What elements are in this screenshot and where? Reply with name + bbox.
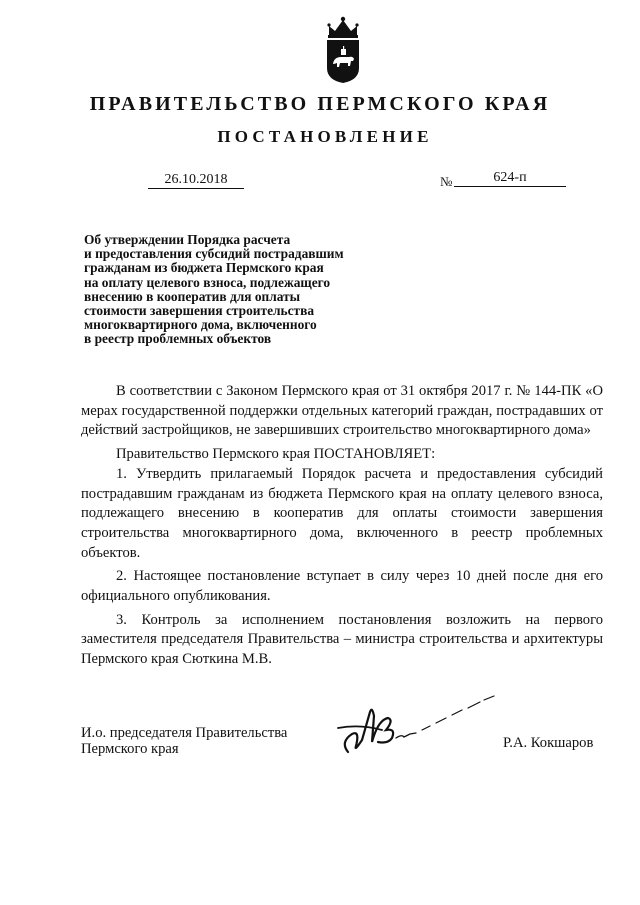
decree-paragraph: Правительство Пермского края ПОСТАНОВЛЯЕТ:: [116, 446, 436, 463]
document-date: 26.10.2018: [148, 172, 244, 189]
subject-line: в реестр проблемных объектов: [84, 331, 272, 347]
document-subject: [84, 233, 424, 347]
document-number: 624-п: [454, 170, 566, 187]
subject-line: многоквартирного дома, включенного: [84, 317, 317, 333]
document-body: [81, 382, 603, 670]
subject-line: стоимости завершения строительства: [84, 303, 315, 319]
subject-line: и предоставления субсидий пострадавшим: [84, 246, 344, 262]
item-paragraph: 2. Настоящее постановление вступает в силу через 10 дней после дня его официального опубликования.: [81, 568, 603, 605]
subject-line: гражданам из бюджета Пермского края: [84, 260, 324, 276]
government-title: ПРАВИТЕЛЬСТВО ПЕРМСКОГО КРАЯ: [89, 93, 551, 115]
subject-line: внесению в кооператив для оплаты: [84, 288, 301, 304]
perm-krai-coat-of-arms-icon: [320, 14, 366, 84]
signatory-name: Р.А. Кокшаров: [503, 735, 594, 751]
signatory-position: [81, 725, 341, 757]
subject-line: на оплату целевого взноса, подлежащего: [84, 274, 331, 290]
preamble-paragraph: В соответствии с Законом Пермского края от 31 октября 2017 г. № 144-ПК «О мерах государственной поддержки отдельных категорий граждан, пострадавших от действий застройщиков, не завершивших строительство многоквартирного дома»: [81, 383, 603, 439]
handwritten-signature-icon: [330, 690, 500, 760]
document-type: ПОСТАНОВЛЕНИЕ: [217, 127, 433, 146]
signatory-position-line: И.о. председателя Правительства: [81, 725, 288, 741]
subject-line: Об утверждении Порядка расчета: [84, 232, 291, 247]
number-sign: №: [440, 174, 453, 189]
item-paragraph: 3. Контроль за исполнением постановления возложить на первого заместителя председателя Правительства – министра строительства и архитектуры Пермского края Сюткина М.В.: [81, 611, 603, 668]
signatory-position-line: Пермского края: [81, 741, 179, 757]
item-paragraph: 1. Утвердить прилагаемый Порядок расчета и предоставления субсидий пострадавшим гражданам из бюджета Пермского края на оплату целевого взноса, подлежащего внесению в кооператив для оплаты стоимости завершения строительства многоквартирного дома, включенного в реестр проблемных объектов.: [81, 465, 603, 561]
